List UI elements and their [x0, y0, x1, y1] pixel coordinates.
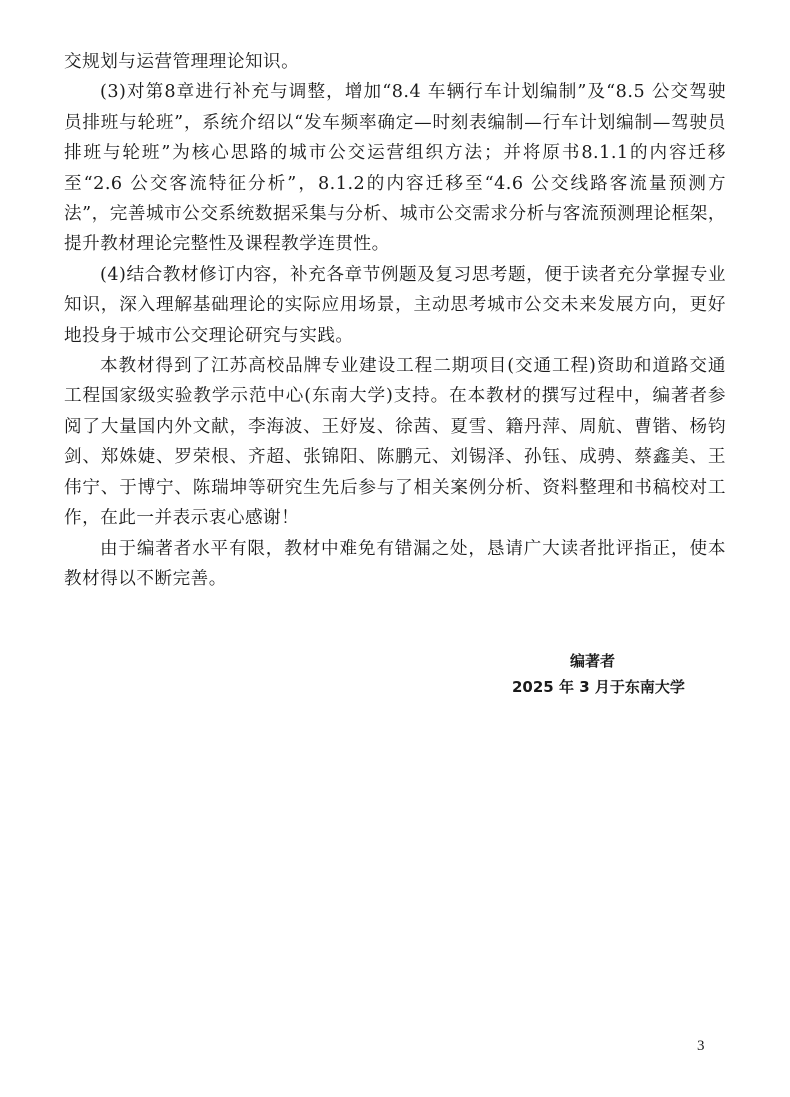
signature-date-place: 2025 年 3 月于东南大学	[512, 678, 685, 696]
signature-author: 编著者	[570, 652, 616, 670]
paragraph-acknowledgement: 本教材得到了江苏高校品牌专业建设工程二期项目(交通工程)资助和道路交通工程国家级实验教学示范中心(东南大学)支持。在本教材的撰写过程中，编著者参阅了大量国内外文献，李海波、王妤岌、徐茜、夏雪、籍丹萍、周航、曹锴、杨钧剑、郑姝婕、罗荣根、齐超、张锦阳、陈鹏元、刘锡泽、孙钰、成骋、蔡鑫美、王伟宁、于博宁、陈瑞坤等研究生先后参与了相关案例分析、资料整理和书稿校对工作，在此一并表示衷心感谢！	[64, 356, 726, 529]
page-number: 3	[697, 1038, 705, 1054]
paragraph-item-3: (3)对第8章进行补充与调整，增加“8.4 车辆行车计划编制”及“8.5 公交驾驶员排班与轮班”，系统介绍以“发车频率确定—时刻表编制—行车计划编制—驾驶员排班与轮班”为核心思路的城市公交运营组织方法；并将原书8.1.1的内容迁移至“2.6 公交客流特征分析”，8.1.2的内容迁移至“4.6 公交线路客流量预测方法”，完善城市公交系统数据采集与分析、城市公交需求分析与客流预测理论框架，提升教材理论完整性及课程教学连贯性。	[64, 82, 726, 255]
paragraph-continuation: 交规划与运营管理理论知识。	[64, 52, 300, 72]
body-text	[64, 47, 726, 594]
paragraph-closing: 由于编著者水平有限，教材中难免有错漏之处，恳请广大读者批评指正，使本教材得以不断完善。	[64, 538, 726, 589]
paragraph-item-4: (4)结合教材修订内容，补充各章节例题及复习思考题，便于读者充分掌握专业知识，深入理解基础理论的实际应用场景，主动思考城市公交未来发展方向，更好地投身于城市公交理论研究与实践。	[64, 264, 726, 346]
